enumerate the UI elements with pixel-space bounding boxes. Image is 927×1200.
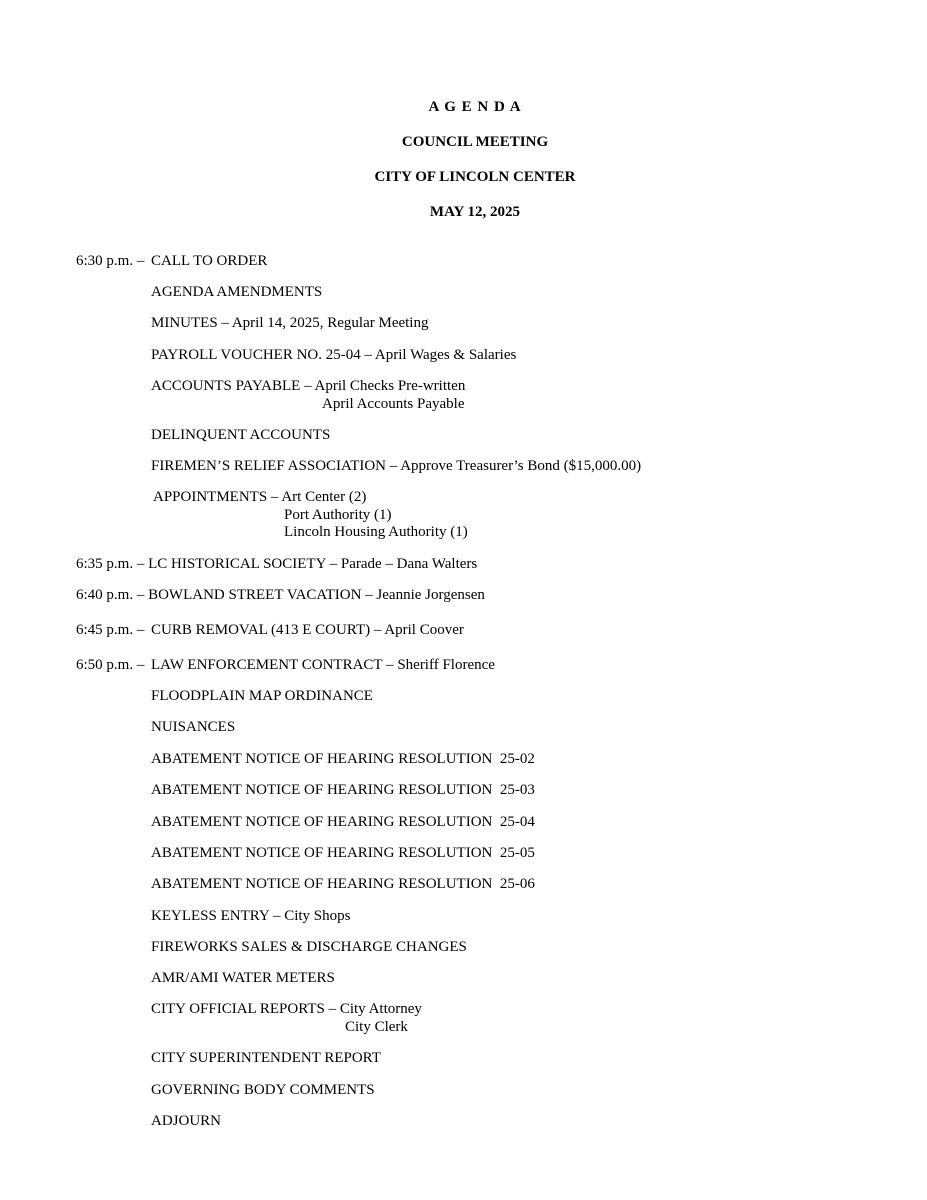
nuisances-item: NUISANCES (151, 719, 236, 735)
curb-removal-item: CURB REMOVAL (413 E COURT) – April Coover (151, 622, 464, 638)
adjourn-item: ADJOURN (151, 1113, 222, 1129)
keyless-entry-item: KEYLESS ENTRY – City Shops (151, 908, 351, 924)
meeting-date: MAY 12, 2025 (429, 204, 521, 220)
accounts-payable-item: ACCOUNTS PAYABLE – April Checks Pre-written (151, 378, 466, 394)
water-meters-item: AMR/AMI WATER METERS (151, 970, 335, 986)
fireworks-item: FIREWORKS SALES & DISCHARGE CHANGES (151, 939, 467, 955)
call-to-order: CALL TO ORDER (151, 253, 268, 269)
time-645: 6:45 p.m. – (76, 622, 145, 638)
agenda-amendments: AGENDA AMENDMENTS (151, 284, 323, 300)
abatement-25-02: ABATEMENT NOTICE OF HEARING RESOLUTION 25-02 (151, 751, 535, 767)
time-650: 6:50 p.m. – (76, 657, 145, 673)
payroll-item: PAYROLL VOUCHER NO. 25-04 – April Wages & Salaries (151, 347, 517, 363)
minutes-item: MINUTES – April 14, 2025, Regular Meeting (151, 315, 429, 331)
firemen-relief-item: FIREMEN’S RELIEF ASSOCIATION – Approve Treasurer’s Bond ($15,000.00) (151, 458, 642, 474)
time-635-item: 6:35 p.m. – LC HISTORICAL SOCIETY – Parade – Dana Walters (76, 556, 478, 572)
abatement-25-03: ABATEMENT NOTICE OF HEARING RESOLUTION 25-03 (151, 782, 535, 798)
official-reports-item: CITY OFFICIAL REPORTS – City Attorney (151, 1001, 422, 1017)
time-630: 6:30 p.m. – (76, 253, 145, 269)
appointments-sub-port: Port Authority (1) (284, 507, 392, 523)
official-reports-sub: City Clerk (345, 1019, 408, 1035)
appointments-item: APPOINTMENTS – Art Center (2) (153, 489, 367, 505)
superintendent-report-item: CITY SUPERINTENDENT REPORT (151, 1050, 381, 1066)
law-enforcement-item: LAW ENFORCEMENT CONTRACT – Sheriff Florence (151, 657, 495, 673)
delinquent-accounts: DELINQUENT ACCOUNTS (151, 427, 331, 443)
accounts-payable-sub: April Accounts Payable (322, 396, 465, 412)
city-name: CITY OF LINCOLN CENTER (374, 169, 576, 185)
abatement-25-04: ABATEMENT NOTICE OF HEARING RESOLUTION 25-04 (151, 814, 535, 830)
time-640-item: 6:40 p.m. – BOWLAND STREET VACATION – Jeannie Jorgensen (76, 587, 485, 603)
appointments-sub-housing: Lincoln Housing Authority (1) (284, 524, 468, 540)
floodplain-item: FLOODPLAIN MAP ORDINANCE (151, 688, 373, 704)
agenda-title: A G E N D A (428, 99, 522, 115)
governing-body-item: GOVERNING BODY COMMENTS (151, 1082, 375, 1098)
abatement-25-05: ABATEMENT NOTICE OF HEARING RESOLUTION 25-05 (151, 845, 535, 861)
abatement-25-06: ABATEMENT NOTICE OF HEARING RESOLUTION 25-06 (151, 876, 535, 892)
meeting-title: COUNCIL MEETING (401, 134, 549, 150)
